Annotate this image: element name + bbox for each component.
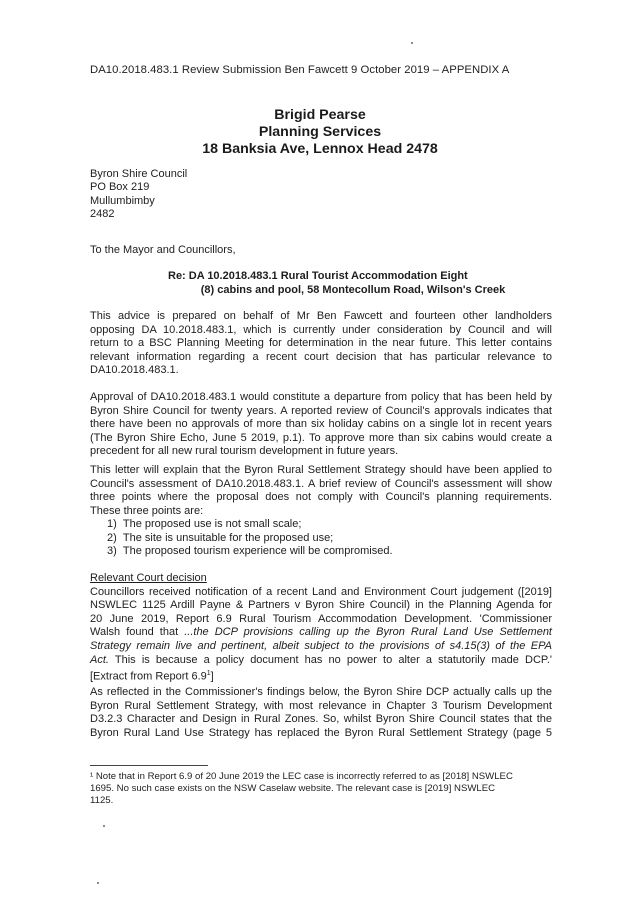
- paragraph-line: (The Byron Shire Echo, June 5 2019, p.1). To approve more than six cabins would create a: [90, 431, 552, 444]
- paragraph-court-decision: [90, 572, 552, 684]
- paragraph-intro: [90, 310, 552, 378]
- document-reference-header: DA10.2018.483.1 Review Submission Ben Fawcett 9 October 2019 – APPENDIX A: [90, 64, 510, 76]
- paragraph-line: three points where the proposal does not comply with Council's planning requirements.: [90, 491, 552, 504]
- paragraph-line: As reflected in the Commissioner's findings below, the Byron Shire DCP actually calls up the: [90, 686, 552, 698]
- paragraph-line: DA10.2018.483.1.: [90, 364, 179, 377]
- paragraph-dcp: [90, 686, 552, 740]
- quoted-text: Act.: [90, 653, 109, 666]
- paragraph-line: These three points are:: [90, 504, 204, 517]
- quoted-text: ...the DCP provisions calling up the Byron Rural Land Use Settlement: [184, 626, 552, 639]
- footnote: [90, 771, 552, 808]
- scan-speck: [411, 42, 413, 44]
- list-item: 2) The site is unsuitable for the proposed use;: [107, 531, 334, 544]
- text-run: ]: [210, 670, 214, 683]
- recipient-line: 2482: [90, 208, 115, 221]
- recipient-address: [90, 168, 187, 222]
- subject-line-2: (8) cabins and pool, 58 Montecollum Road, Wilson's Creek: [200, 284, 506, 296]
- paragraph-line: Byron Rural Settlement Strategy, with most relevance in Chapter 3 Tourism Development: [90, 699, 552, 712]
- paragraph-line: [90, 640, 552, 654]
- recipient-line: PO Box 219: [90, 181, 150, 194]
- paragraph-line: This letter will explain that the Byron Rural Settlement Strategy should have been applied to: [90, 464, 552, 476]
- list-item: 1) The proposed use is not small scale;: [107, 518, 302, 530]
- list-item: 3) The proposed tourism experience will be compromised.: [107, 545, 393, 558]
- letterhead-address: 18 Banksia Ave, Lennox Head 2478: [202, 141, 438, 157]
- paragraph-line: [90, 667, 552, 684]
- paragraph-line: precedent for all new rural tourism development in future years.: [90, 445, 399, 458]
- paragraph-line: opposing DA 10.2018.483.1, which is currently under consideration by Council and will: [90, 323, 552, 336]
- footnote-line: 1125.: [90, 795, 114, 807]
- text-run: Walsh found that: [90, 626, 185, 639]
- recipient-line: Byron Shire Council: [90, 168, 188, 180]
- paragraph-line: This advice is prepared on behalf of Mr Ben Fawcett and fourteen other landholders: [90, 310, 552, 322]
- paragraph-line: Councillors received notification of a recent Land and Environment Court judgement ([2019]: [90, 585, 552, 598]
- paragraph-line: Byron Rural Land Use Strategy has replaced the Byron Rural Settlement Strategy (page 5: [90, 726, 552, 739]
- footnote-divider: [90, 765, 208, 766]
- letterhead-company: Planning Services: [258, 124, 382, 140]
- text-run: [Extract from Report 6.9: [90, 670, 207, 683]
- recipient-line: Mullumbimby: [90, 194, 155, 207]
- paragraph-line: return to a BSC Planning Meeting for determination in the near future. This letter contains: [90, 337, 552, 350]
- footnote-reference[interactable]: 1: [206, 670, 211, 678]
- quoted-text: Strategy remain live and pertinent, albeit subject to the provisions of s4.15(3) of the EPA: [90, 639, 552, 652]
- letterhead-name: Brigid Pearse: [274, 107, 366, 123]
- paragraph-line: Byron Shire Council for twenty years. A reported review of Council's approvals indicates that: [90, 404, 552, 417]
- footnote-line: ¹ Note that in Report 6.9 of 20 June 2019 the LEC case is incorrectly referred to as [2018] NSWLEC: [90, 771, 513, 782]
- paragraph-line: [90, 626, 552, 640]
- letterhead: [150, 107, 490, 158]
- paragraph-line: Approval of DA10.2018.483.1 would constitute a departure from policy that has been held by: [90, 391, 552, 403]
- section-heading: Relevant Court decision: [90, 572, 207, 584]
- paragraph-precedent: [90, 391, 552, 459]
- subject-line: [168, 269, 548, 297]
- paragraph-line: 20 June 2019, Report 6.9 Rural Tourism Accommodation Development. 'Commissioner: [90, 612, 552, 625]
- scan-speck: [103, 825, 105, 827]
- paragraph-line: [90, 654, 552, 668]
- paragraph-line: there have been no approvals of more than six holiday cabins on a single lot in recent years: [90, 418, 552, 431]
- text-run: This is because a policy document has no power to alter a statutorily made DCP.': [108, 653, 552, 666]
- salutation: To the Mayor and Councillors,: [90, 244, 236, 256]
- footnote-line: 1695. No such case exists on the NSW Caselaw website. The relevant case is [2019] NSWLEC: [90, 783, 496, 795]
- points-list: [90, 518, 393, 559]
- paragraph-line: D3.2.3 Character and Design in Rural Zones. So, whilst Byron Shire Council states that the: [90, 713, 552, 726]
- paragraph-explanation: [90, 464, 552, 518]
- paragraph-line: relevant information regarding a recent court decision that has particular relevance to: [90, 350, 552, 363]
- paragraph-line: Council's assessment of DA10.2018.483.1. A brief review of Council's assessment will show: [90, 477, 552, 490]
- paragraph-line: NSWLEC 1125 Ardill Payne & Partners v Byron Shire Council) in the Planning Agenda for: [90, 599, 552, 612]
- scan-speck: [97, 882, 99, 884]
- subject-line-1: Re: DA 10.2018.483.1 Rural Tourist Accommodation Eight: [168, 270, 468, 282]
